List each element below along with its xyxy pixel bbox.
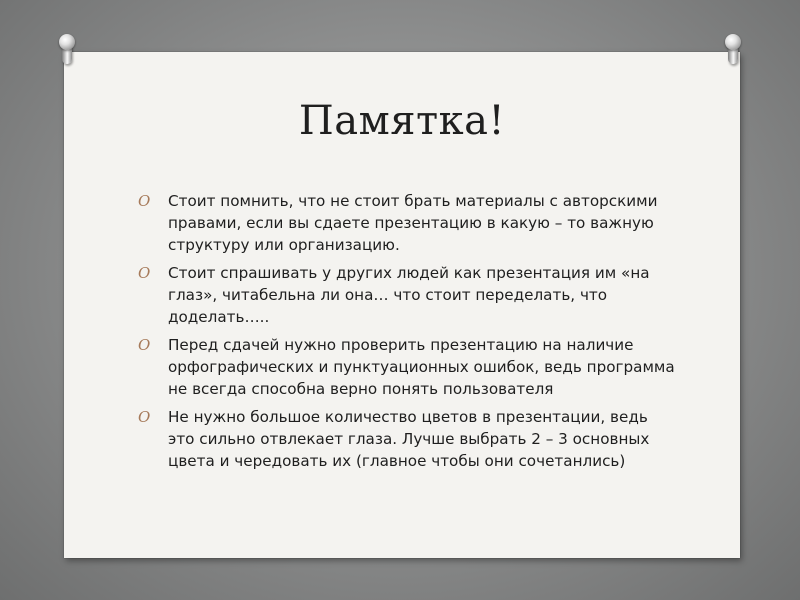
bullet-list [138,190,678,478]
bullet-marker-icon: O [138,336,151,354]
bullet-marker-icon: O [138,408,151,426]
pushpin-icon [56,34,78,66]
bullet-text: Не нужно большое количество цветов в презентации, ведь это сильно отвлекает глаза. Лучше выбрать 2 – 3 основных цвета и чередовать их (главное чтобы они сочетанлись) [168,408,650,470]
slide-title: Памятка! [298,98,506,144]
bullet-item [138,334,678,400]
bullet-marker-icon: O [138,264,151,282]
bullet-item [138,262,678,328]
bullet-item [138,190,678,256]
bullet-text: Стоит спрашивать у других людей как презентация им «на глаз», читабельна ли она… что стоит переделать, что доделать….. [168,264,650,326]
bullet-text: Стоит помнить, что не стоит брать материалы с авторскими правами, если вы сдаете презентацию в какую – то важную структуру или организацию. [168,192,658,254]
bullet-text: Перед сдачей нужно проверить презентацию на наличие орфографических и пунктуационных ошибок, ведь программа не всегда способна верно понять пользователя [168,336,675,398]
bullet-item [138,406,678,472]
pushpin-icon [722,34,744,66]
bullet-marker-icon: O [138,192,151,210]
